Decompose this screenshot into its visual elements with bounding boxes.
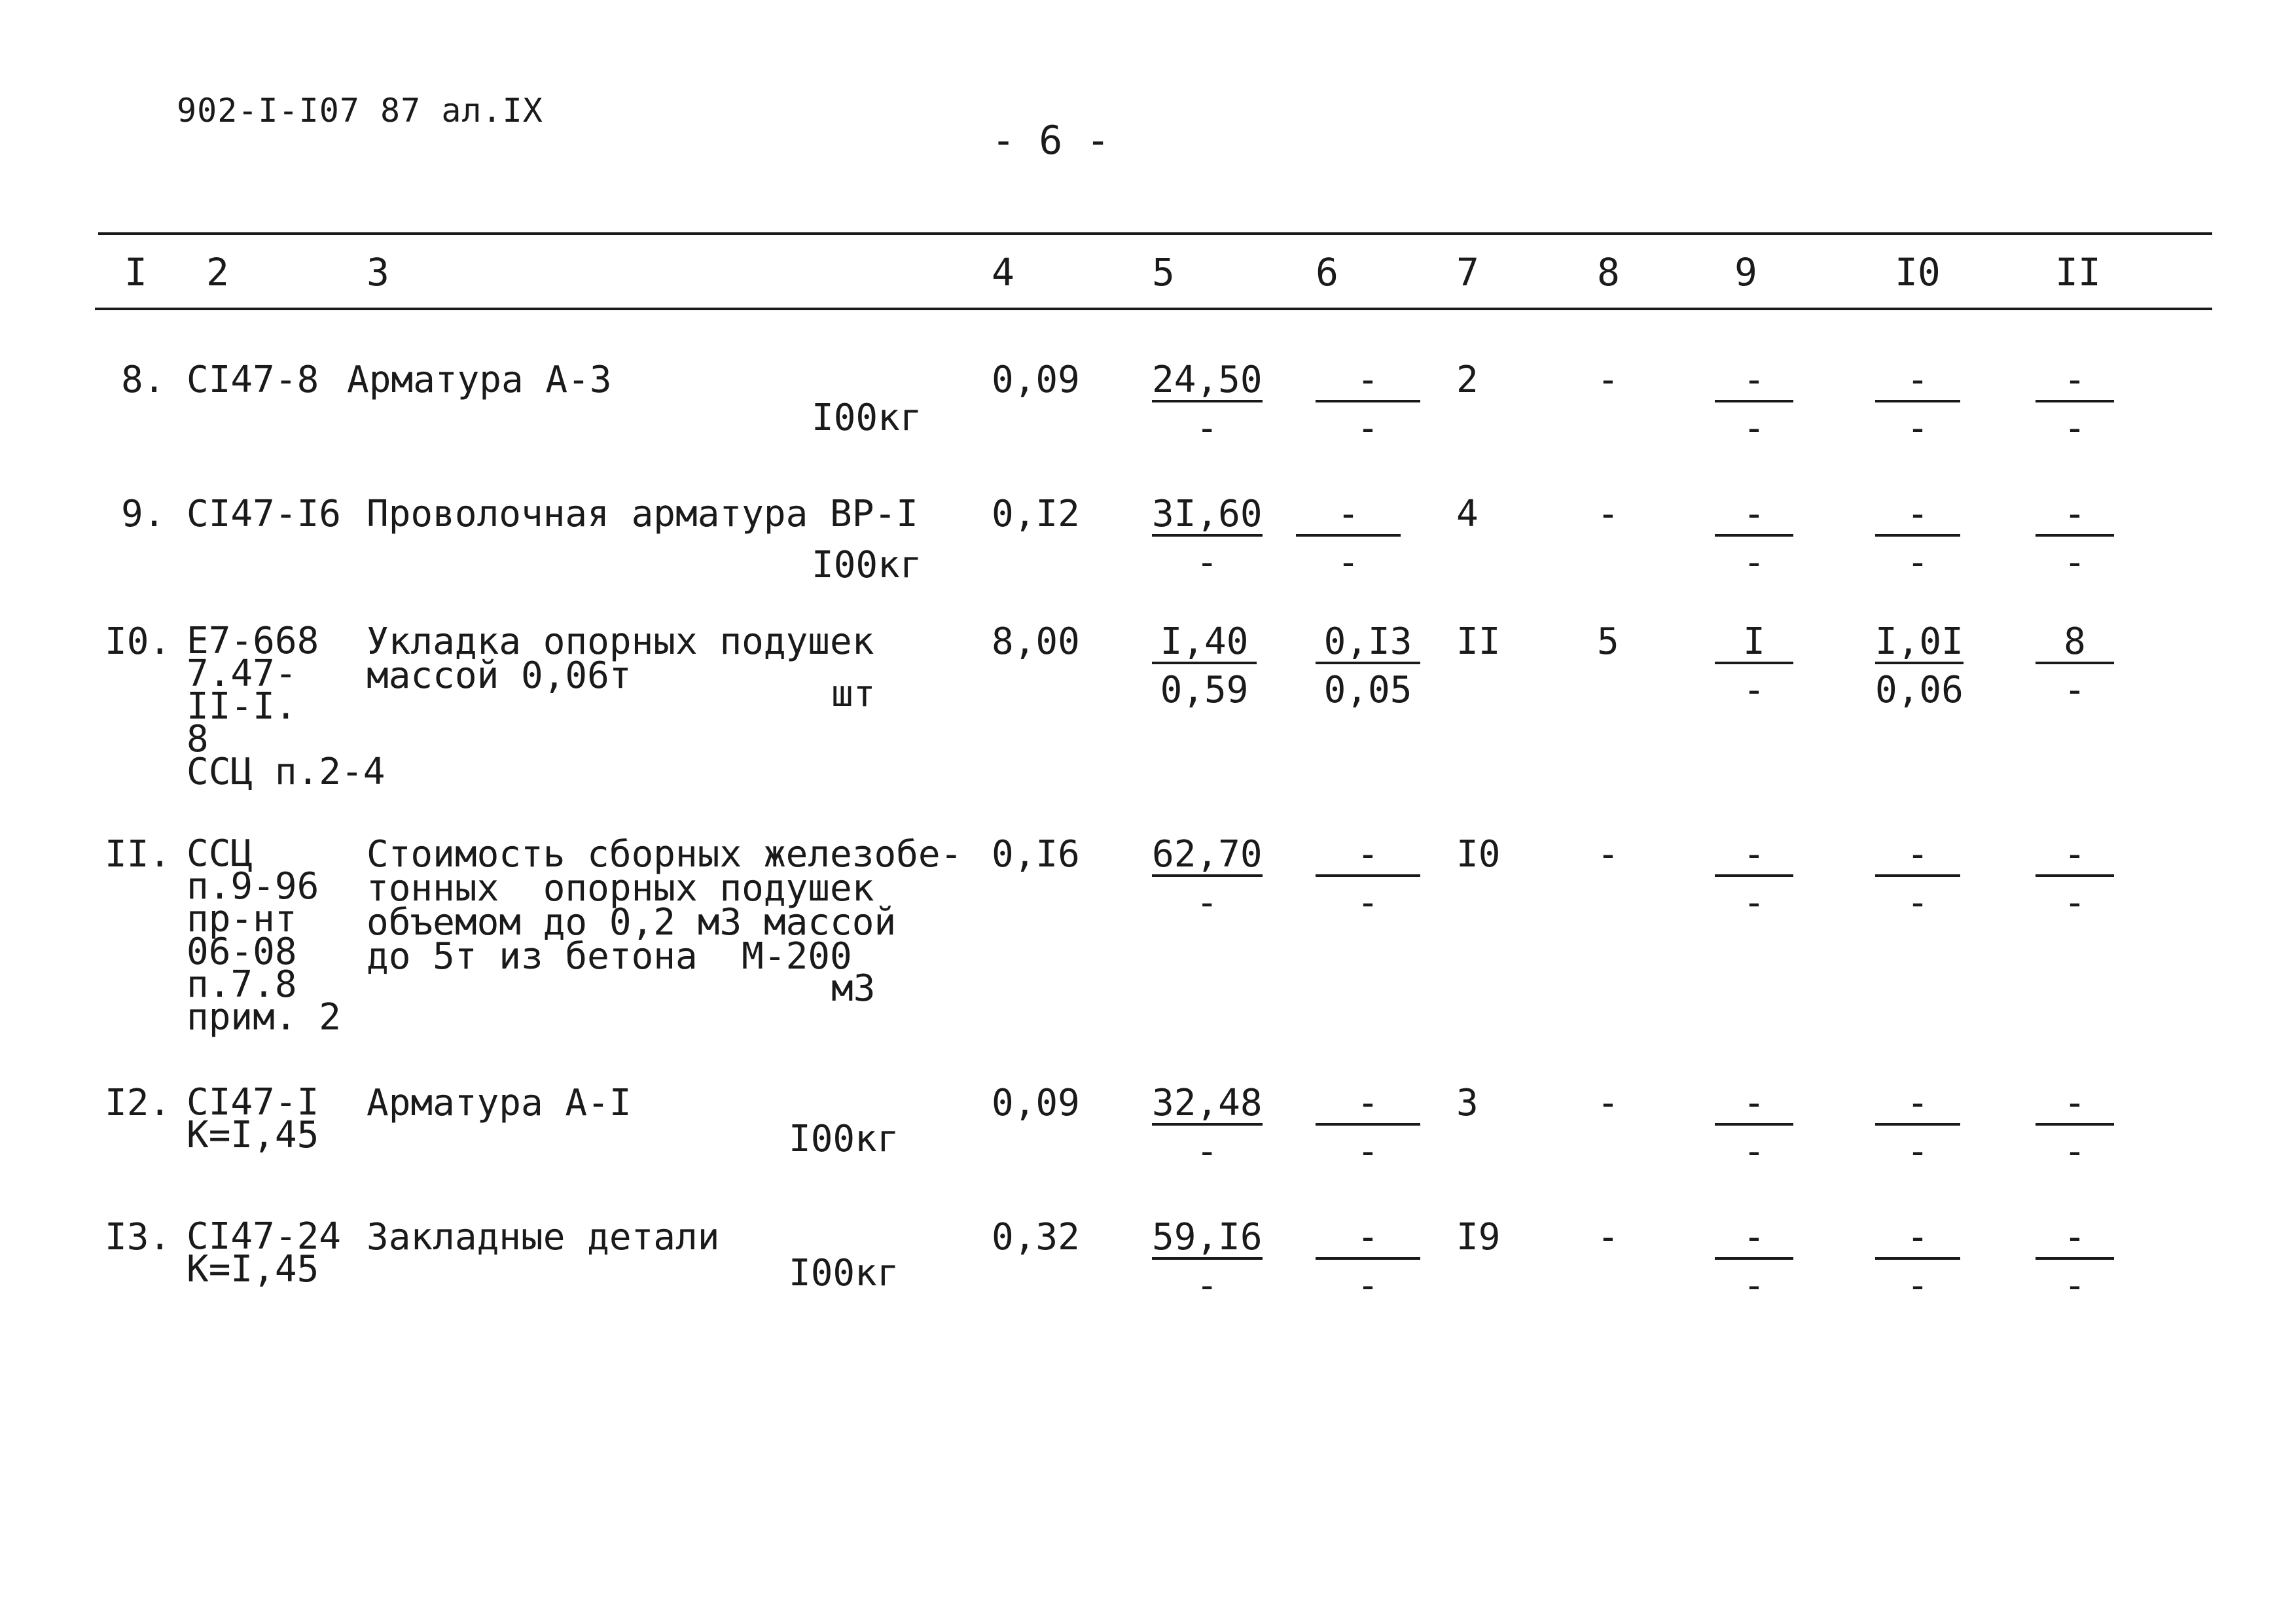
row-col11	[2036, 620, 2114, 711]
row-code: CI47-24 К=I,45	[187, 1215, 342, 1291]
table-header-rule	[95, 308, 2212, 310]
row-col6	[1316, 833, 1420, 924]
row-code: Е7-668 7.47- II-I. 8 ССЦ п.2-4	[187, 620, 386, 793]
row-name: Проволочная арматура ВР-I	[367, 493, 918, 535]
col6-bottom: 0,05	[1323, 669, 1412, 711]
table-row	[0, 620, 2296, 793]
col5-top: 62,70	[1152, 833, 1263, 876]
row-col11	[2036, 359, 2114, 450]
row-col5	[1152, 833, 1263, 924]
row-name: Укладка опорных подушек массой 0,06т	[367, 620, 874, 697]
row-unit: I00кг	[789, 1252, 899, 1294]
row-col10	[1875, 620, 1964, 711]
col11-top: -	[2036, 363, 2114, 402]
col6-top: -	[1316, 1221, 1420, 1260]
row-col10	[1875, 833, 1960, 924]
col9-bottom: -	[1743, 1130, 1765, 1173]
col10-top: -	[1875, 497, 1960, 537]
row-col10	[1875, 493, 1960, 584]
row-name: Арматура А-I	[367, 1082, 632, 1124]
table-row	[0, 359, 2296, 450]
col5-top: 59,I6	[1152, 1216, 1263, 1258]
column-header-2: 2	[206, 250, 229, 294]
col6-bottom: -	[1337, 541, 1359, 584]
row-col4: 8,00	[992, 620, 1080, 663]
col11-bottom: -	[2064, 407, 2086, 450]
col9-bottom: -	[1743, 669, 1765, 711]
column-header-8: 8	[1597, 250, 1620, 294]
row-col8: -	[1597, 359, 1619, 401]
col5-bottom: -	[1196, 1264, 1219, 1307]
page-number: - 6 -	[992, 118, 1110, 164]
column-header-7: 7	[1456, 250, 1479, 294]
column-header-6: 6	[1316, 250, 1338, 294]
row-col8: 5	[1597, 620, 1619, 663]
col11-top: -	[2036, 1086, 2114, 1126]
col10-top: -	[1875, 1086, 1960, 1126]
col11-top: -	[2036, 497, 2114, 537]
row-col10	[1875, 1216, 1960, 1307]
col9-bottom: -	[1743, 407, 1765, 450]
col11-bottom: -	[2064, 1264, 2086, 1307]
row-col7: 2	[1456, 359, 1479, 401]
row-col8: -	[1597, 1216, 1619, 1258]
row-col4: 0,I2	[992, 493, 1080, 535]
row-col7: II	[1456, 620, 1501, 663]
row-col9	[1715, 620, 1793, 711]
row-col6	[1296, 493, 1401, 584]
row-col4: 0,09	[992, 359, 1080, 401]
row-unit: I00кг	[812, 397, 922, 439]
row-col9	[1715, 833, 1793, 924]
row-number: 8.	[121, 359, 166, 401]
row-code: ССЦ п.9-96 пр-нт 06-08 п.7.8 прим. 2	[187, 832, 342, 1039]
row-col6	[1316, 1082, 1420, 1173]
row-col4: 0,09	[992, 1082, 1080, 1124]
col5-bottom: -	[1196, 541, 1219, 584]
col6-top: -	[1316, 363, 1420, 402]
col10-bottom: -	[1907, 407, 1929, 450]
col10-top: -	[1875, 838, 1960, 877]
row-col9	[1715, 493, 1793, 584]
row-name: Арматура А-3	[347, 359, 612, 401]
col5-top: 3I,60	[1152, 493, 1263, 535]
row-col9	[1715, 1216, 1793, 1307]
row-name: Стоимость сборных железобе- тонных опорных подушек объемом до 0,2 м3 массой до 5т из бетона М-200	[367, 833, 963, 978]
column-header-9: 9	[1734, 250, 1757, 294]
col9-bottom: -	[1743, 541, 1765, 584]
row-col7: 4	[1456, 493, 1479, 535]
col6-top: -	[1296, 497, 1401, 537]
col5-bottom: -	[1196, 882, 1219, 924]
row-col11	[2036, 833, 2114, 924]
row-col8: -	[1597, 833, 1619, 876]
col9-top: -	[1715, 1221, 1793, 1260]
row-col10	[1875, 359, 1960, 450]
col9-top: I	[1715, 625, 1793, 664]
col10-bottom: -	[1907, 1130, 1929, 1173]
table-top-rule	[98, 232, 2212, 235]
table-row	[0, 1215, 2296, 1307]
col11-top: 8	[2036, 625, 2114, 664]
row-col5	[1152, 359, 1263, 450]
col6-bottom: -	[1357, 882, 1379, 924]
row-col4: 0,I6	[992, 833, 1080, 876]
col5-top: 24,50	[1152, 359, 1263, 401]
row-col5	[1152, 620, 1257, 711]
col5-top: 32,48	[1152, 1082, 1263, 1124]
col5-bottom: 0,59	[1160, 669, 1249, 711]
col10-bottom: -	[1907, 541, 1929, 584]
row-unit: шт	[831, 673, 876, 715]
table-row	[0, 832, 2296, 1039]
row-number: I2.	[105, 1082, 171, 1124]
row-col9	[1715, 1082, 1793, 1173]
col10-bottom: -	[1907, 882, 1929, 924]
column-header-3: 3	[367, 250, 389, 294]
col11-bottom: -	[2064, 669, 2086, 711]
row-col9	[1715, 359, 1793, 450]
col9-top: -	[1715, 497, 1793, 537]
column-header-11: II	[2055, 250, 2101, 294]
col9-bottom: -	[1743, 882, 1765, 924]
row-col6	[1316, 1216, 1420, 1307]
col10-bottom: 0,06	[1875, 669, 1964, 711]
col11-bottom: -	[2064, 882, 2086, 924]
row-unit: I00кг	[789, 1118, 899, 1160]
row-number: II.	[105, 833, 171, 876]
col6-bottom: -	[1357, 1130, 1379, 1173]
row-unit: I00кг	[812, 544, 922, 586]
col6-top: -	[1316, 838, 1420, 877]
row-col11	[2036, 1082, 2114, 1173]
row-col10	[1875, 1082, 1960, 1173]
col9-bottom: -	[1743, 1264, 1765, 1307]
col10-top: -	[1875, 1221, 1960, 1260]
row-number: I3.	[105, 1216, 171, 1258]
column-header-4: 4	[992, 250, 1014, 294]
row-code: CI47-8	[187, 359, 319, 401]
row-col7: I0	[1456, 833, 1501, 876]
col5-top: I,40	[1152, 625, 1257, 664]
row-col4: 0,32	[992, 1216, 1080, 1258]
col5-bottom: -	[1196, 407, 1219, 450]
col10-top: -	[1875, 363, 1960, 402]
row-col7: 3	[1456, 1082, 1479, 1124]
document-code: 902-I-I07 87 ал.IX	[177, 92, 543, 130]
row-col5	[1152, 1082, 1263, 1173]
row-col11	[2036, 493, 2114, 584]
row-col5	[1152, 493, 1263, 584]
col5-bottom: -	[1196, 1130, 1219, 1173]
row-code: CI47-I К=I,45	[187, 1081, 319, 1156]
row-col7: I9	[1456, 1216, 1501, 1258]
col11-top: -	[2036, 838, 2114, 877]
row-unit: м3	[831, 967, 876, 1010]
table-row	[0, 493, 2296, 586]
row-name: Закладные детали	[367, 1216, 720, 1258]
row-col5	[1152, 1216, 1263, 1307]
row-col6	[1316, 620, 1420, 711]
column-header-5: 5	[1152, 250, 1175, 294]
col9-top: -	[1715, 1086, 1793, 1126]
col10-bottom: -	[1907, 1264, 1929, 1307]
row-col8: -	[1597, 1082, 1619, 1124]
col6-bottom: -	[1357, 1264, 1379, 1307]
col11-bottom: -	[2064, 1130, 2086, 1173]
col10-top: I,0I	[1875, 620, 1964, 663]
row-number: 9.	[121, 493, 166, 535]
row-col11	[2036, 1216, 2114, 1307]
row-code: CI47-I6	[187, 493, 342, 535]
row-col6	[1316, 359, 1420, 450]
col6-top: -	[1316, 1086, 1420, 1126]
col9-top: -	[1715, 838, 1793, 877]
row-number: I0.	[105, 620, 171, 663]
table-row	[0, 1081, 2296, 1173]
col6-top: 0,I3	[1316, 625, 1420, 664]
row-col8: -	[1597, 493, 1619, 535]
column-header-1: I	[124, 250, 147, 294]
col11-bottom: -	[2064, 541, 2086, 584]
column-header-10: I0	[1895, 250, 1941, 294]
col11-top: -	[2036, 1221, 2114, 1260]
col6-bottom: -	[1357, 407, 1379, 450]
col9-top: -	[1715, 363, 1793, 402]
